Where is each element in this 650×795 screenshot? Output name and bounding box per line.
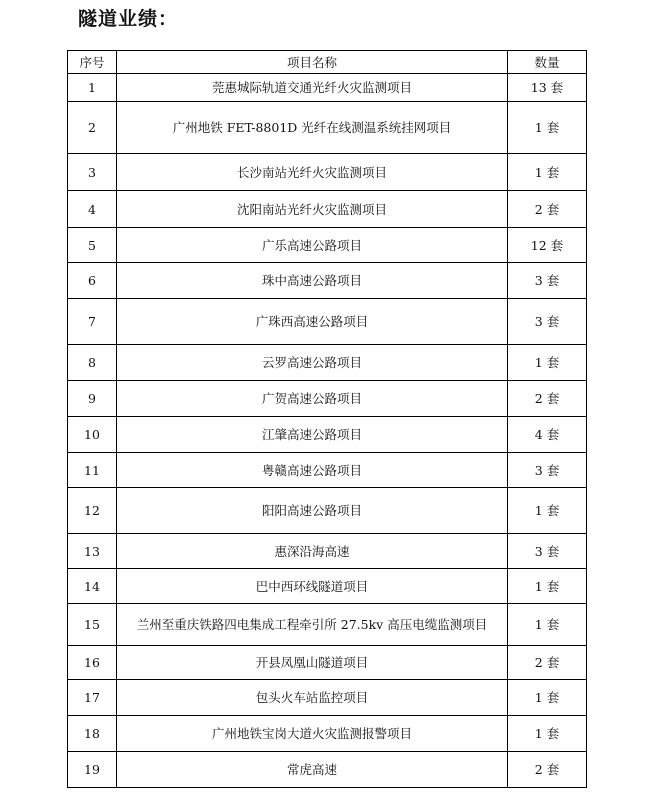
row-name: 云罗高速公路项目 <box>117 345 508 381</box>
table-row <box>68 646 587 680</box>
row-no: 5 <box>68 228 117 263</box>
table-row <box>68 604 587 646</box>
row-qty: 2 套 <box>508 381 587 417</box>
header-no: 序号 <box>68 51 117 74</box>
row-no: 2 <box>68 102 117 154</box>
row-name: 莞惠城际轨道交通光纤火灾监测项目 <box>117 74 508 102</box>
row-name: 开县凤凰山隧道项目 <box>117 646 508 680</box>
row-no: 16 <box>68 646 117 680</box>
row-name: 巴中西环线隧道项目 <box>117 569 508 604</box>
row-no: 15 <box>68 604 117 646</box>
row-qty: 12 套 <box>508 228 587 263</box>
row-no: 17 <box>68 680 117 716</box>
row-no: 11 <box>68 453 117 488</box>
row-name: 珠中高速公路项目 <box>117 263 508 299</box>
header-qty: 数量 <box>508 51 587 74</box>
table-row <box>68 74 587 102</box>
row-qty: 3 套 <box>508 534 587 569</box>
row-no: 8 <box>68 345 117 381</box>
row-name: 粤赣高速公路项目 <box>117 453 508 488</box>
row-name: 广贺高速公路项目 <box>117 381 508 417</box>
row-no: 14 <box>68 569 117 604</box>
row-qty: 1 套 <box>508 569 587 604</box>
row-name: 常虎高速 <box>117 752 508 788</box>
table-row <box>68 381 587 417</box>
row-qty: 2 套 <box>508 646 587 680</box>
header-name: 项目名称 <box>117 51 508 74</box>
row-no: 10 <box>68 417 117 453</box>
row-qty: 4 套 <box>508 417 587 453</box>
row-name: 广珠西高速公路项目 <box>117 299 508 345</box>
row-no: 13 <box>68 534 117 569</box>
row-qty: 1 套 <box>508 488 587 534</box>
table-row <box>68 534 587 569</box>
row-qty: 3 套 <box>508 453 587 488</box>
row-name: 惠深沿海高速 <box>117 534 508 569</box>
row-qty: 2 套 <box>508 752 587 788</box>
table-row <box>68 716 587 752</box>
row-no: 12 <box>68 488 117 534</box>
table-row <box>68 752 587 788</box>
table-row <box>68 228 587 263</box>
row-qty: 1 套 <box>508 154 587 191</box>
row-name: 广州地铁宝岗大道火灾监测报警项目 <box>117 716 508 752</box>
row-no: 19 <box>68 752 117 788</box>
row-no: 18 <box>68 716 117 752</box>
row-name: 江肇高速公路项目 <box>117 417 508 453</box>
table-row <box>68 345 587 381</box>
row-name: 阳阳高速公路项目 <box>117 488 508 534</box>
row-qty: 3 套 <box>508 299 587 345</box>
row-no: 3 <box>68 154 117 191</box>
section-title: 隧道业绩： <box>78 8 179 30</box>
row-qty: 1 套 <box>508 604 587 646</box>
tunnel-projects-table <box>67 50 587 788</box>
row-name: 沈阳南站光纤火灾监测项目 <box>117 191 508 228</box>
table-row <box>68 191 587 228</box>
table-header-row <box>68 51 587 74</box>
table-row <box>68 569 587 604</box>
row-name: 长沙南站光纤火灾监测项目 <box>117 154 508 191</box>
row-name: 兰州至重庆铁路四电集成工程牵引所 27.5kv 高压电缆监测项目 <box>117 604 508 646</box>
table-row <box>68 417 587 453</box>
row-no: 6 <box>68 263 117 299</box>
table-row <box>68 263 587 299</box>
row-no: 7 <box>68 299 117 345</box>
row-qty: 1 套 <box>508 716 587 752</box>
row-name: 广乐高速公路项目 <box>117 228 508 263</box>
row-qty: 1 套 <box>508 680 587 716</box>
row-qty: 2 套 <box>508 191 587 228</box>
row-no: 1 <box>68 74 117 102</box>
table-row <box>68 680 587 716</box>
row-name: 广州地铁 FET-8801D 光纤在线测温系统挂网项目 <box>117 102 508 154</box>
row-no: 9 <box>68 381 117 417</box>
row-qty: 13 套 <box>508 74 587 102</box>
table-row <box>68 154 587 191</box>
table-row <box>68 488 587 534</box>
table-row <box>68 299 587 345</box>
table-row <box>68 102 587 154</box>
table-row <box>68 453 587 488</box>
row-no: 4 <box>68 191 117 228</box>
row-name: 包头火车站监控项目 <box>117 680 508 716</box>
row-qty: 3 套 <box>508 263 587 299</box>
row-qty: 1 套 <box>508 345 587 381</box>
row-qty: 1 套 <box>508 102 587 154</box>
